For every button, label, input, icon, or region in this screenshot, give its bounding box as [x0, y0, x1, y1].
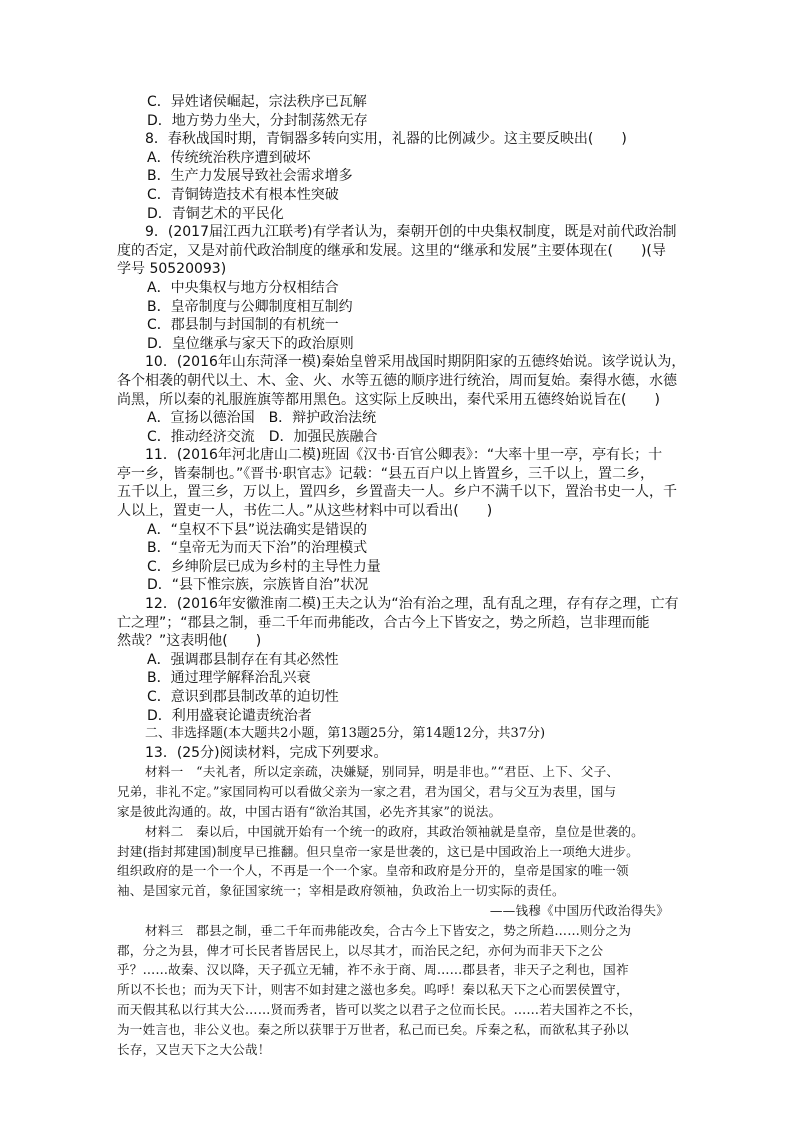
- text-line-3: A．传统统治秩序遭到破坏: [147, 149, 311, 166]
- text-line-1: D．地方势力坐大，分封制荡然无存: [147, 112, 368, 129]
- material-line-12: 而天假其私以行其大公……贤而秀者，皆可以奖之以君子之位而长民。……若夫国祚之不长，: [117, 1001, 642, 1017]
- material-line-13: 为一姓言也，非公义也。秦之所以获罪于万世者，私己而已矣。斥秦之私，而欲私其子孙以: [117, 1021, 629, 1037]
- text-line-34: 二、非选择题(本大题共2小题，第13题25分，第14题12分，共37分): [145, 726, 546, 742]
- text-line-26: D．“县下惟宗族，宗族皆自治”状况: [147, 577, 369, 594]
- text-line-17: A．宣扬以德治国 B．辩护政治法统: [147, 410, 377, 427]
- material-line-8: 材料三 郡县之制，垂二千年而弗能改矣，合古今上下皆安之，势之所趋……则分之为: [145, 922, 632, 938]
- text-line-31: B．通过理学解释治乱兴衰: [147, 670, 311, 687]
- material-line-1: 兄弟，非礼不定。”家国同构可以看做父亲为一家之君，君为国父，君与父互为表里，国与: [117, 784, 617, 800]
- text-line-6: D．青铜艺术的平民化: [147, 205, 284, 222]
- text-line-13: D．皇位继承与家天下的政治原则: [147, 335, 354, 352]
- text-line-4: B．生产力发展导致社会需求增多: [147, 168, 353, 185]
- text-line-11: B．皇帝制度与公卿制度相互制约: [147, 298, 353, 315]
- text-line-16: 尚黑，所以秦的礼服旌旗等都用黑色。这实际上反映出，秦代采用五德终始说旨在( ): [117, 391, 660, 408]
- text-line-7: 9．(2017届江西九江联考)有学者认为，秦朝开创的中央集权制度，既是对前代政治制: [145, 224, 677, 241]
- material-line-11: 所以不长也；而为天下计，则害不如封建之滋也多矣。呜呼！秦以私天下之心而罢侯置守，: [117, 982, 629, 998]
- text-line-32: C．意识到郡县制改革的迫切性: [147, 689, 339, 705]
- material-line-2: 家是彼此沟通的。故，中国古语有“欲治其国，必先齐其家”的说法。: [117, 803, 502, 819]
- text-line-23: A．“皇权不下县”说法确实是错误的: [147, 521, 368, 538]
- text-line-2: 8．春秋战国时期，青铜器多转向实用，礼器的比例减少。这主要反映出( ): [145, 131, 627, 148]
- text-line-5: C．青铜铸造技术有根本性突破: [147, 186, 339, 203]
- material-line-10: 乎？……故秦、汉以降，天子孤立无辅，祚不永于商、周……郡县者，非天子之利也，国祚: [117, 962, 629, 978]
- question-content: [117, 93, 686, 1059]
- text-line-25: C．乡绅阶层已成为乡村的主导性力量: [147, 558, 381, 575]
- text-line-33: D．利用盛衰论谴责统治者: [147, 707, 312, 724]
- material-line-3: 材料二 秦以后，中国就开始有一个统一的政府，其政治领袖就是皇帝，皇位是世袭的。: [145, 823, 644, 839]
- material-line-9: 郡，分之为县，俾才可长民者皆居民上，以尽其才，而治民之纪，亦何为而非天下之公: [117, 942, 604, 958]
- material-line-0: 材料一 “夫礼者，所以定亲疏，决嫌疑，别同异，明是非也。”“君臣、上下、父子、: [145, 764, 620, 780]
- text-line-12: C．郡县制与封国制的有机统一: [147, 317, 339, 334]
- material-line-7: ——钱穆《中国历代政治得失》: [489, 902, 669, 918]
- material-line-5: 组织政府的是一个一个人，不再是一个一个家。皇帝和政府是分开的，皇帝是国家的唯一领: [117, 863, 629, 879]
- material-line-4: 封建(指封邦建国)制度早已推翻。但只皇帝一家是世袭的，这已是中国政治上一项绝大进步。: [117, 843, 639, 859]
- text-line-20: 亭一乡，皆秦制也。”《晋书·职官志》记载：“县五百户以上皆置乡，三千以上，置二乡，: [117, 465, 654, 482]
- text-line-27: 12．(2016年安徽淮南二模)王夫之认为“治有治之理，乱有乱之理，存有存之理，亡有: [145, 596, 679, 613]
- material-line-6: 袖、是国家元首，象征国家统一；宰相是政府领袖，负政治上一切实际的责任。: [117, 883, 565, 899]
- material-line-14: 长存，又岂天下之大公哉！: [117, 1041, 271, 1057]
- text-line-10: A．中央集权与地方分权相结合: [147, 279, 339, 296]
- text-line-18: C．推动经济交流 D．加强民族融合: [147, 428, 378, 445]
- text-line-8: 度的否定，又是对前代政治制度的继承和发展。这里的“继承和发展”主要体现在( )(导: [117, 242, 666, 259]
- text-line-14: 10．(2016年山东菏泽一模)秦始皇曾采用战国时期阴阳家的五德终始说。该学说认为，: [145, 354, 686, 371]
- text-line-21: 五千以上，置三乡，万以上，置四乡，乡置啬夫一人。乡户不满千以下，置治书史一人，千: [117, 484, 677, 501]
- text-line-0: C．异姓诸侯崛起，宗法秩序已瓦解: [147, 94, 367, 110]
- text-line-15: 各个相袭的朝代以土、木、金、火、水等五德的顺序进行统治，周而复始。秦得水德，水德: [117, 372, 677, 389]
- text-line-24: B．“皇帝无为而天下治”的治理模式: [147, 540, 368, 557]
- text-line-30: A．强调郡县制存在有其必然性: [147, 651, 339, 668]
- text-line-35: 13．(25分)阅读材料，完成下列要求。: [145, 744, 388, 761]
- text-line-22: 人以上，置吏一人，书佐二人。”从这些材料中可以看出( ): [117, 503, 493, 520]
- text-line-9: 学号 50520093): [117, 261, 227, 278]
- text-line-29: 然哉？”这表明他( ): [117, 633, 262, 650]
- text-line-28: 亡之理”；“郡县之制，垂二千年而弗能改，合古今上下皆安之，势之所趋，岂非理而能: [117, 614, 650, 631]
- text-line-19: 11．(2016年河北唐山二模)班固《汉书·百官公卿表》：“大率十里一亭，亭有长；十: [145, 447, 663, 464]
